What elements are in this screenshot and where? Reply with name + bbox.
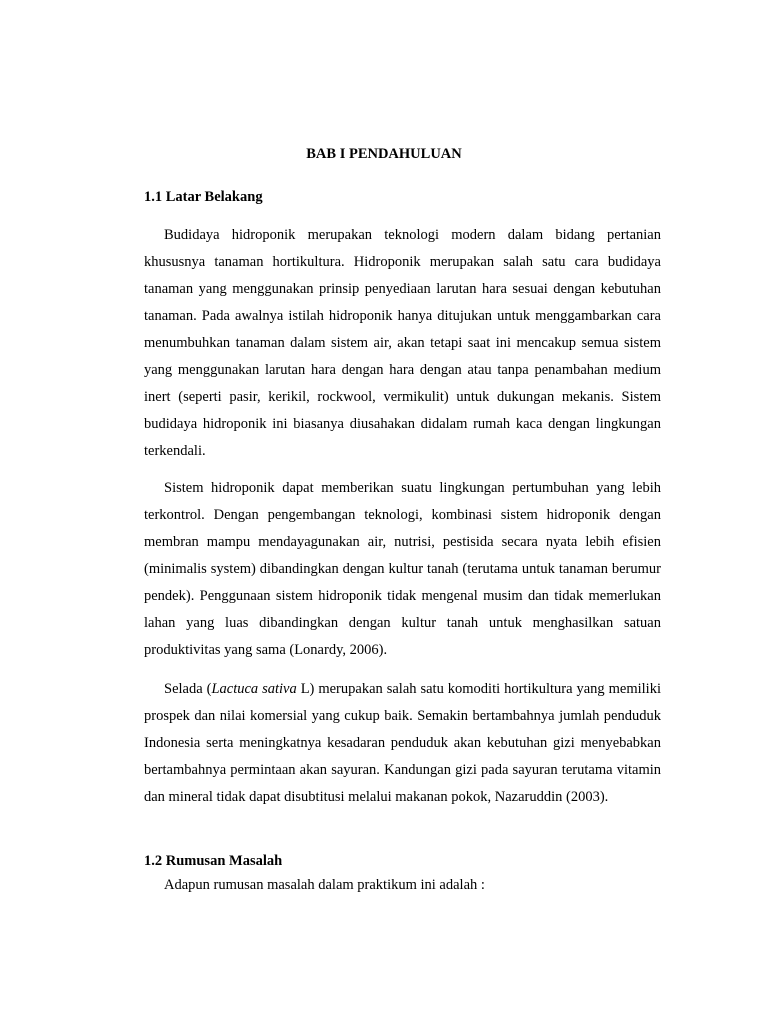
paragraph-selada-rest: L) merupakan salah satu komoditi hortikultura yang memiliki prospek dan nilai komersial yang cukup baik. Semakin bertambahnya jumlah penduduk Indonesia serta meningkatnya kesadaran penduduk akan kebutuhan gizi menyebabkan bertambahnya permintaan akan sayuran. Kandungan gizi pada sayuran terutama vitamin dan mineral tidak dapat disubtitusi melalui makanan pokok, Nazaruddin (2003). bbox=[144, 681, 661, 805]
paragraph-budidaya-hidroponik: Budidaya hidroponik merupakan teknologi modern dalam bidang pertanian khususnya tanaman hortikultura. Hidroponik merupakan salah satu cara budidaya tanaman yang menggunakan prinsip penyediaan larutan hara sesuai dengan kebutuhan tanaman. Pada awalnya istilah hidroponik hanya ditujukan untuk menggambarkan cara menumbuhkan tanaman dalam sistem air, akan tetapi saat ini mencakup semua sistem yang menggunakan larutan hara dengan hara dengan atau tanpa penambahan medium inert (seperti pasir, kerikil, rockwool, vermikulit) untuk dukungan mekanis. Sistem budidaya hidroponik ini biasanya diusahakan didalam rumah kaca dengan lingkungan terkendali. bbox=[144, 227, 661, 459]
chapter-title: BAB I PENDAHULUAN bbox=[306, 146, 462, 162]
section-heading-latar-belakang: 1.1 Latar Belakang bbox=[144, 189, 263, 205]
species-name-italic: Lactuca sativa bbox=[211, 681, 297, 697]
paragraph-selada bbox=[144, 676, 661, 811]
rumusan-masalah-intro: Adapun rumusan masalah dalam praktikum ini adalah : bbox=[164, 877, 485, 893]
section-heading-rumusan-masalah: 1.2 Rumusan Masalah bbox=[144, 853, 283, 869]
paragraph-sistem-hidroponik: Sistem hidroponik dapat memberikan suatu lingkungan pertumbuhan yang lebih terkontrol. Dengan pengembangan teknologi, kombinasi sistem hidroponik dengan membran mampu mendayagunakan air, nutrisi, pestisida secara nyata lebih efisien (minimalis system) dibandingkan dengan kultur tanah (terutama untuk tanaman berumur pendek). Penggunaan sistem hidroponik tidak mengenal musim dan tidak memerlukan lahan yang luas dibandingkan dengan kultur tanah untuk menghasilkan satuan produktivitas yang sama (Lonardy, 2006). bbox=[144, 480, 661, 658]
paragraph-selada-start: Selada ( bbox=[164, 681, 212, 697]
